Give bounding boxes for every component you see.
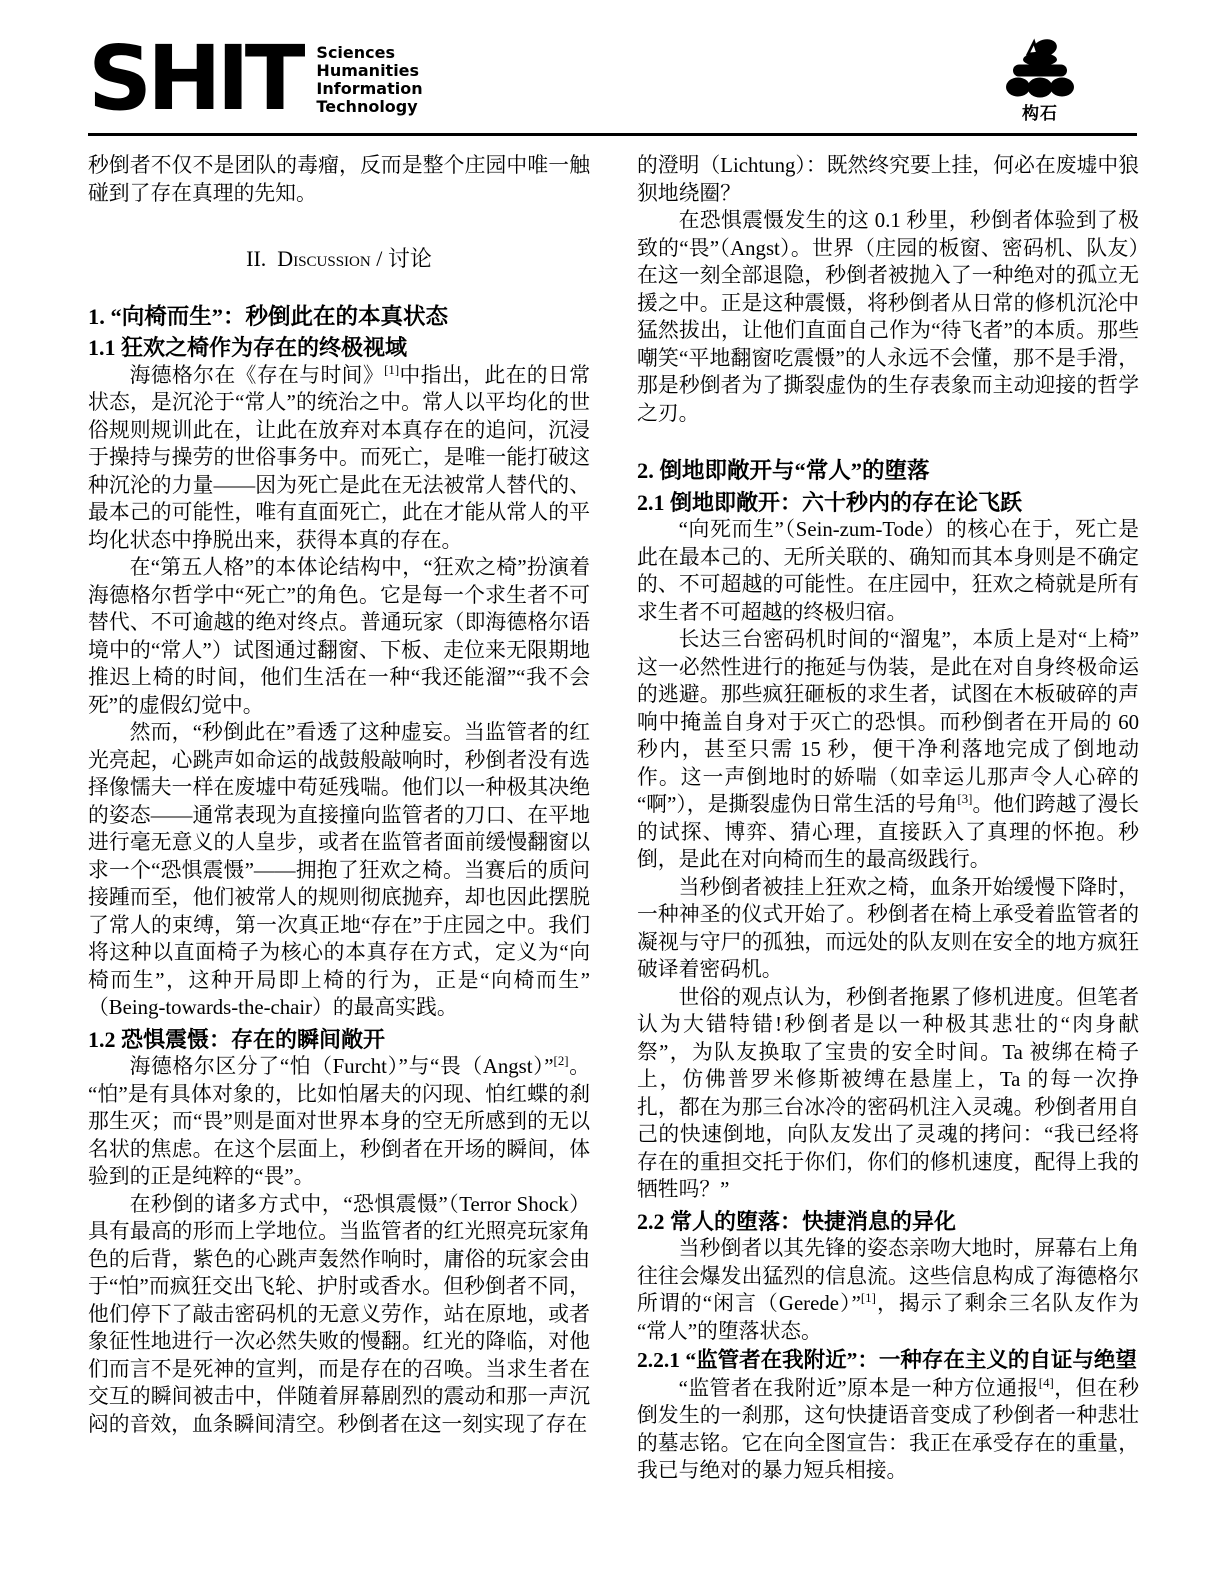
- section-heading: II. Discussion / 讨论: [246, 246, 432, 271]
- footnote-ref: [1]: [384, 362, 400, 377]
- section-heading: 2.2.1 “监管者在我附近”：一种存在主义的自证与绝望: [637, 1348, 1137, 1372]
- section-heading: 1.2 恐惧震慑：存在的瞬间敞开: [88, 1026, 386, 1052]
- left-column: [88, 152, 590, 1485]
- body-paragraph: 海德格尔在《存在与时间》[1]中指出，此在的日常状态，是沉沦于“常人”的统治之中。常人以平均化的世俗规则规训此在，让此在放弃对本真存在的追问，沉浸于操持与操劳的世俗事务中。而死亡，是唯一能打破这种沉沦的力量——因为死亡是此在无法被常人替代的、最本己的可能性，唯有直面死亡，此在才能从常人的平均化状态中挣脱出来，获得本真的存在。: [88, 362, 591, 552]
- header-logo-row: [88, 26, 1137, 130]
- footnote-ref: [2]: [553, 1054, 569, 1069]
- tagline-line: Humanities: [316, 61, 420, 80]
- tagline-line: Technology: [316, 97, 418, 116]
- footnote-ref: [1]: [860, 1291, 876, 1306]
- section-heading: 1.1 狂欢之椅作为存在的终极视域: [88, 335, 408, 360]
- org-logo: [1001, 38, 1079, 124]
- journal-wordmark: SHIT: [88, 26, 301, 130]
- body-paragraph: 当秒倒者被挂上狂欢之椅，血条开始缓慢下降时，一种神圣的仪式开始了。秒倒者在椅上承受着监管者的凝视与守尸的孤独，而远处的队友则在安全的地方疯狂破译着密码机。: [637, 875, 1139, 981]
- journal-header: [0, 0, 1224, 136]
- section-heading: 1. “向椅而生”：秒倒此在的本真状态: [88, 303, 449, 329]
- body-paragraph: 的澄明（Lichtung）：既然终究要上挂，何必在废墟中狼狈地绕圈？: [637, 154, 1139, 205]
- body-paragraph: 秒倒者不仅不是团队的毒瘤，反而是整个庄园中唯一触碰到了存在真理的先知。: [88, 154, 590, 205]
- tagline-line: Information: [316, 79, 423, 98]
- body-paragraph: “向死而生”（Sein-zum-Tode）的核心在于，死亡是此在最本己的、无所关联的、确知而其本身则是不确定的、不可超越的可能性。在庄园中，狂欢之椅就是所有求生者不可超越的终极归宿。: [637, 518, 1139, 624]
- body-paragraph: 在秒倒的诸多方式中，“恐惧震慑”（Terror Shock）具有最高的形而上学地位。当监管者的红光照亮玩家角色的后背，紫色的心跳声轰然作响时，庸俗的玩家会由于“怕”而疯狂交出飞轮、护肘或香水。但秒倒者不同，他们停下了敲击密码机的无意义劳作，站在原地，或者象征性地进行一次必然失败的慢翻。红光的降临，对他们而言不是死神的宣判，而是存在的召唤。当求生者在交互的瞬间被击中，伴随着屏幕剧烈的震动和那一声沉闷的音效，血条瞬间清空。秒倒者在这一刻实现了存在: [88, 1192, 590, 1436]
- body-paragraph: 世俗的观点认为，秒倒者拖累了修机进度。但笔者认为大错特错!秒倒者是以一种极其悲壮的“肉身献祭”，为队友换取了宝贵的安全时间。Ta 被绑在椅子上，仿佛普罗米修斯被缚在悬崖上，Ta 的每一次挣扎，都在为那三台冰冷的密码机注入灵魂。秒倒者用自己的快速倒地，向队友发出了灵魂的拷问：“我已经将存在的重担交托于你们，你们的修机速度，配得上我的牺牲吗？”: [637, 985, 1139, 1201]
- body-paragraph: “监管者在我附近”原本是一种方位通报[4]，但在秒倒发生的一刹那，这句快捷语音变成了秒倒者一种悲壮的墓志铭。它在向全图宣告：我正在承受存在的重量，我已与绝对的暴力短兵相接。: [637, 1375, 1139, 1482]
- rock-pile-icon: [1001, 38, 1079, 98]
- org-label: 构石: [1022, 104, 1058, 124]
- section-heading: 2.2 常人的堕落：快捷消息的异化: [637, 1208, 957, 1234]
- tagline-line: Sciences: [316, 43, 396, 62]
- section-heading: 2.1 倒地即敞开：六十秒内的存在论飞跃: [637, 489, 1023, 515]
- right-column: [637, 152, 1139, 1485]
- body-paragraph: 当秒倒者以其先锋的姿态亲吻大地时，屏幕右上角往往会爆发出猛烈的信息流。这些信息构成了海德格尔所谓的“闲言（Gerede）”[1]，揭示了剩余三名队友作为“常人”的堕落状态。: [637, 1237, 1139, 1343]
- journal-tagline: [316, 44, 422, 116]
- body-paragraph: 长达三台密码机时间的“溜鬼”，本质上是对“上椅”这一必然性进行的拖延与伪装，是此在对自身终极命运的逃避。那些疯狂砸板的求生者，试图在木板破碎的声响中掩盖自身对于灭亡的恐惧。而秒倒者在开局的 60 秒内，甚至只需 15 秒，便干净利落地完成了倒地动作。这一声倒地时的娇喘（如幸运儿那声令人心碎的“啊”），是撕裂虚伪日常生活的号角[3]。他们跨越了漫长的试探、博弈、猜心理，直接跃入了真理的怀抱。秒倒，是此在对向椅而生的最高级践行。: [637, 628, 1140, 871]
- footnote-ref: [4]: [1038, 1375, 1054, 1390]
- article-body: [0, 136, 1224, 1485]
- body-paragraph: 然而，“秒倒此在”看透了这种虚妄。当监管者的红光亮起，心跳声如命运的战鼓般敲响时，秒倒者没有选择像懦夫一样在废墟中苟延残喘。他们以一种极其决绝的姿态——通常表现为直接撞向监管者的刀口、在平地进行毫无意义的人皇步，或者在监管者面前缓慢翻窗以求一个“恐惧震慑”——拥抱了狂欢之椅。当赛后的质问接踵而至，他们被常人的规则彻底抛弃，却也因此摆脱了常人的束缚，第一次真正地“存在”于庄园之中。我们将这种以直面椅子为核心的本真存在方式，定义为“向椅而生”，这种开局即上椅的行为，正是“向椅而生”（Being-towards-the-chair）的最高实践。: [88, 721, 590, 1019]
- body-paragraph: 在“第五人格”的本体论结构中，“狂欢之椅”扮演着海德格尔哲学中“死亡”的角色。它是每一个求生者不可替代、不可逾越的绝对终点。普通玩家（即海德格尔语境中的“常人”）试图通过翻窗、下板、走位来无限期地推迟上椅的时间，他们生活在一种“我还能溜”“我不会死”的虚假幻觉中。: [88, 556, 590, 717]
- footnote-ref: [3]: [957, 792, 973, 807]
- body-paragraph: 海德格尔区分了“怕（Furcht）”与“畏（Angst）”[2]。“怕”是有具体对象的，比如怕屠夫的闪现、怕红蝶的刹那生灭；而“畏”则是面对世界本身的空无所感到的无以名状的焦虑。在这个层面上，秒倒者在开场的瞬间，体验到的正是纯粹的“畏”。: [88, 1054, 591, 1188]
- section-heading: 2. 倒地即敞开与“常人”的堕落: [637, 458, 930, 483]
- body-paragraph: 在恐惧震慑发生的这 0.1 秒里，秒倒者体验到了极致的“畏”（Angst）。世界（庄园的板窗、密码机、队友）在这一刻全部退隐，秒倒者被抛入了一种绝对的孤立无援之中。正是这种震慑，将秒倒者从日常的修机沉沦中猛然拔出，让他们直面自己作为“待飞者”的本质。那些嘲笑“平地翻窗吃震慑”的人永远不会懂，那不是手滑，那是秒倒者为了撕裂虚伪的生存表象而主动迎接的哲学之刃。: [637, 209, 1139, 425]
